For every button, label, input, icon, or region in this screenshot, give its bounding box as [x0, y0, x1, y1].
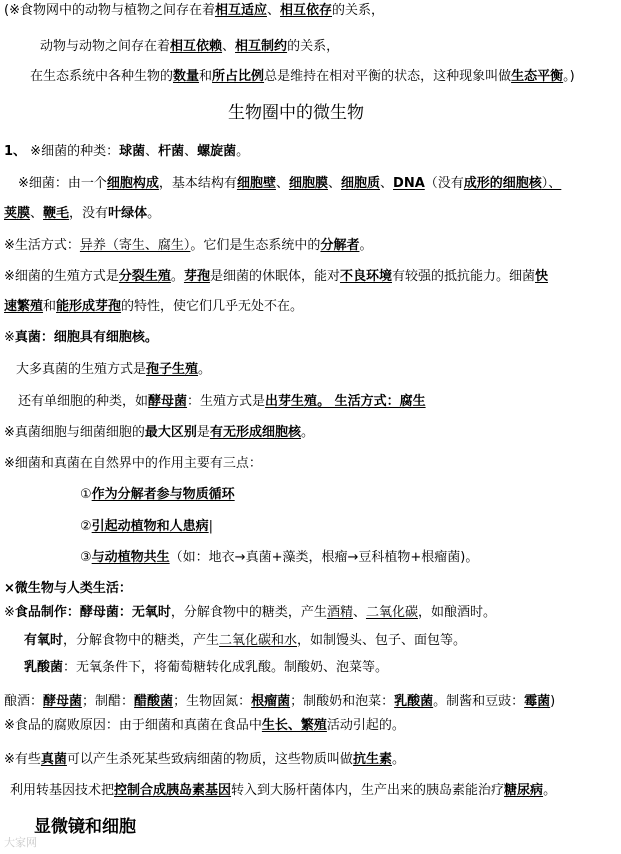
text-span: 酒精: [326, 605, 353, 620]
key-term: 引起动植物和人患病: [91, 519, 209, 534]
text-line-l12: [16, 361, 211, 379]
text-line-l8: [4, 237, 372, 255]
text-line-l11: [4, 329, 158, 347]
text-line-l6: [18, 175, 561, 193]
text-span: 。: [543, 783, 557, 798]
text-span: 、: [380, 176, 394, 191]
text-line-l21: [24, 632, 466, 650]
text-line-l26: [10, 782, 556, 800]
text-span: ；制醋：: [82, 694, 135, 709]
key-term: 叶绿体: [108, 206, 148, 221]
key-term: 霉菌: [524, 694, 551, 709]
text-span: ，分解食物中的糖类，产生: [170, 605, 327, 620]
key-term: 抗生素: [352, 752, 392, 767]
key-term: 芽孢: [183, 269, 210, 284]
text-span: ；生物固氮：: [173, 694, 252, 709]
text-span: 。: [198, 362, 212, 377]
text-line-l9: [4, 268, 548, 286]
key-term: DNA: [393, 176, 425, 191]
text-line-l17: [80, 518, 213, 536]
text-span: ※食品的腐败原因：由于细菌和真菌在食品中: [4, 718, 262, 733]
text-span: 、: [275, 176, 289, 191]
key-term: 糖尿病: [504, 783, 544, 798]
text-span: ※真菌细胞与细菌细胞的: [4, 425, 145, 440]
text-span: ，如制馒头、包子、面包等。: [297, 633, 467, 648]
key-term: 细胞膜: [288, 176, 328, 191]
text-line-l2: [40, 38, 339, 56]
text-line-l3: [30, 68, 575, 86]
key-term: 。: [144, 330, 158, 345]
text-span: 的特性，使它们几乎无处不在。: [121, 299, 304, 314]
text-line-l1: [4, 2, 384, 20]
text-line-l10: [4, 298, 303, 316]
text-span: ※细菌：由一个: [18, 176, 107, 191]
key-term: 生长、繁殖: [261, 718, 327, 733]
key-term: 细胞质: [341, 176, 381, 191]
text-span: ③: [80, 550, 92, 565]
text-span: 、: [222, 39, 236, 54]
key-term: 1、: [4, 144, 27, 159]
text-span: 酿酒：: [4, 694, 44, 709]
text-span: ※生活方式：: [4, 238, 80, 253]
text-span: 生物圈中的微生物: [228, 103, 364, 123]
key-term: 能形成芽孢: [56, 299, 122, 314]
key-term: 分解者: [320, 238, 360, 253]
text-span: 的关系，: [287, 39, 340, 54]
key-term: 控制合成胰岛素基因: [114, 783, 232, 798]
text-line-l19: [4, 580, 132, 598]
key-term: 球菌: [119, 144, 146, 159]
text-span: 、: [145, 144, 159, 159]
text-span: 利用转基因技术把: [10, 783, 115, 798]
key-term: 孢子生殖: [146, 362, 199, 377]
text-span: 有较强的抵抗能力。细菌: [391, 269, 535, 284]
key-term: 数量: [173, 69, 200, 84]
key-term: 鞭毛: [43, 206, 70, 221]
text-span: 显微镜和细胞: [34, 817, 136, 837]
key-term: 作为分解者参与物质循环: [91, 487, 235, 502]
key-term: 。 生活方式：腐生: [317, 394, 426, 409]
text-span: (※食物网中的动物与植物之间存在着: [4, 3, 215, 18]
key-term: 与动植物共生: [91, 550, 170, 565]
text-line-l25: [4, 751, 405, 769]
key-term: 乳酸菌: [394, 694, 434, 709]
key-term: 真菌：细胞具有细胞核: [14, 330, 145, 345]
text-span: ，分解食物中的糖类，产生: [63, 633, 220, 648]
text-span: 。): [563, 69, 575, 84]
key-term: 快: [535, 269, 549, 284]
text-span: 还有单细胞的种类，如: [18, 394, 149, 409]
text-span: 总是维持在相对平衡的状态，这种现象叫做: [264, 69, 512, 84]
key-term: 根瘤菌: [251, 694, 291, 709]
text-span: 在生态系统中各种生物的: [30, 69, 174, 84]
key-term: ×微生物与人类生活：: [4, 581, 132, 596]
text-span: 。: [359, 238, 373, 253]
text-span: ，基本结构有: [158, 176, 237, 191]
watermark: 大家网: [4, 836, 37, 849]
key-term: 相互依赖: [170, 39, 223, 54]
key-term: 酵母菌: [43, 694, 83, 709]
text-span: 。: [236, 144, 250, 159]
text-line-l16: [80, 486, 235, 504]
text-line-l24: [4, 717, 405, 735]
text-span: 转入到大肠杆菌体内，生产出来的胰岛素能治疗: [231, 783, 505, 798]
text-span: |: [208, 519, 214, 534]
text-line-l5: [4, 143, 249, 161]
key-term: 分裂生殖: [118, 269, 171, 284]
text-span: ：无氧条件下，将葡萄糖转化成乳酸。制酸奶、泡菜等。: [63, 660, 389, 675]
key-term: 相互依存: [280, 3, 333, 18]
text-span: 。: [170, 269, 184, 284]
key-term: 最大区别: [144, 425, 197, 440]
text-span: ※有些: [4, 752, 41, 767]
text-line-l13: [18, 393, 426, 411]
text-span: ※细菌和真菌在自然界中的作用主要有三点：: [4, 456, 262, 471]
text-span: ，没有: [69, 206, 109, 221]
text-span: 。: [391, 752, 405, 767]
section-heading: [34, 818, 136, 836]
key-term: 杆菌: [158, 144, 185, 159]
text-span: ※: [4, 605, 15, 620]
text-span: 是: [196, 425, 210, 440]
key-term: 醋酸菌: [134, 694, 174, 709]
key-term: 生态平衡: [511, 69, 564, 84]
text-span: 。: [147, 206, 161, 221]
text-span: 、: [30, 206, 44, 221]
key-term: 乳酸菌: [24, 660, 64, 675]
text-line-l7: [4, 205, 160, 223]
text-span: ※: [4, 330, 15, 345]
text-span: 二氧化碳和水: [219, 633, 298, 648]
key-term: 有氧时: [24, 633, 64, 648]
text-span: （如：地衣→真菌+藻类，根瘤→豆科植物+根瘤菌)。: [169, 550, 479, 565]
key-term: 成形的细胞核: [463, 176, 542, 191]
key-term: 酵母菌: [148, 394, 188, 409]
key-term: 速繁殖: [4, 299, 44, 314]
key-term: 荚膜: [4, 206, 31, 221]
text-span: 活动引起的。: [326, 718, 405, 733]
key-term: 相互制约: [235, 39, 288, 54]
text-span: 和: [43, 299, 57, 314]
text-span: 、: [184, 144, 198, 159]
text-span: 是细菌的休眠体，能对: [209, 269, 340, 284]
key-term: 细胞壁: [236, 176, 276, 191]
key-term: 不良环境: [339, 269, 392, 284]
text-line-l18: [80, 549, 478, 567]
text-line-l14: [4, 424, 314, 442]
text-span: ②: [80, 519, 92, 534]
text-span: ※细菌的生殖方式是: [4, 269, 119, 284]
text-span: ①: [80, 487, 92, 502]
text-line-l22: [24, 659, 388, 677]
text-span: ）、: [541, 176, 562, 191]
page-title: [228, 104, 364, 122]
text-span: 二氧化碳: [365, 605, 418, 620]
text-span: ；制酸奶和泡菜：: [290, 694, 395, 709]
text-span: 、: [266, 3, 280, 18]
key-term: 所占比例: [212, 69, 265, 84]
text-span: 。: [300, 425, 314, 440]
text-span: 异养（寄生、腐生）: [79, 238, 191, 253]
key-term: 螺旋菌: [197, 144, 237, 159]
text-span: （没有: [424, 176, 464, 191]
text-span: 动物与动物之间存在着: [40, 39, 171, 54]
key-term: 真菌: [40, 752, 67, 767]
key-term: 细胞构成: [106, 176, 159, 191]
text-span: 。制酱和豆豉：: [433, 694, 525, 709]
text-span: ※细菌的种类：: [26, 144, 120, 159]
text-span: ：生殖方式是: [187, 394, 266, 409]
key-term: 出芽生殖: [265, 394, 318, 409]
key-term: 有无形成细胞核: [209, 425, 301, 440]
text-span: 。它们是生态系统中的: [190, 238, 321, 253]
key-term: 相互适应: [214, 3, 267, 18]
text-line-l20: [4, 604, 496, 622]
text-line-l15: [4, 455, 262, 473]
key-term: 食品制作：酵母菌：无氧时: [14, 605, 171, 620]
text-span: ): [550, 694, 556, 709]
text-line-l23: [4, 693, 555, 711]
text-span: 大多真菌的生殖方式是: [16, 362, 147, 377]
text-span: 的关系，: [332, 3, 385, 18]
text-span: 、: [352, 605, 366, 620]
text-span: 和: [199, 69, 213, 84]
text-span: ，如酿酒时。: [417, 605, 496, 620]
text-span: 、: [327, 176, 341, 191]
text-span: 可以产生杀死某些致病细菌的物质，这些物质叫做: [66, 752, 353, 767]
